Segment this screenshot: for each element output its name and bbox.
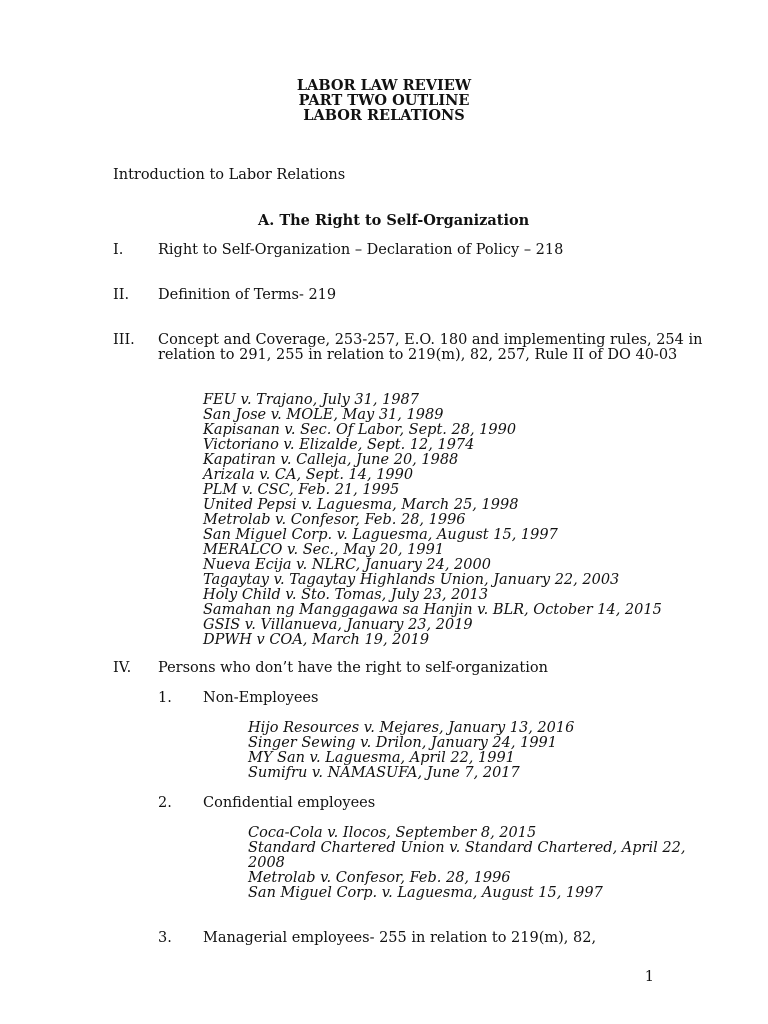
case-citation: PLM v. CSC, Feb. 21, 1995 xyxy=(203,482,400,498)
sub-item-number-1: 1. xyxy=(158,690,172,706)
item-number-iii: III. xyxy=(113,332,135,348)
case-citation: San Miguel Corp. v. Laguesma, August 15, 1997 xyxy=(248,885,603,901)
case-citation: Standard Chartered Union v. Standard Chartered, April 22, xyxy=(248,840,686,856)
intro-heading: Introduction to Labor Relations xyxy=(113,167,346,183)
case-citation: Tagaytay v. Tagaytay Highlands Union, January 22, 2003 xyxy=(203,572,620,588)
item-number-i: I. xyxy=(113,242,124,258)
case-citation: San Jose v. MOLE, May 31, 1989 xyxy=(203,407,444,423)
case-citation: Holy Child v. Sto. Tomas, July 23, 2013 xyxy=(203,587,489,603)
section-a-heading: A. The Right to Self-Organization xyxy=(258,212,530,229)
case-citation: Coca-Cola v. Ilocos, September 8, 2015 xyxy=(248,825,537,841)
item-text-iv: Persons who don’t have the right to self-organization xyxy=(158,660,548,676)
item-text-ii: Definition of Terms- 219 xyxy=(158,287,337,303)
case-citation: Nueva Ecija v. NLRC, January 24, 2000 xyxy=(203,557,491,573)
document-title-line-2: PART TWO OUTLINE xyxy=(298,92,470,109)
item-text-i: Right to Self-Organization – Declaration of Policy – 218 xyxy=(158,242,564,258)
sub-item-text-2: Confidential employees xyxy=(203,795,376,811)
case-citation: Victoriano v. Elizalde, Sept. 12, 1974 xyxy=(203,437,475,453)
item-number-ii: II. xyxy=(113,287,130,303)
case-citation: Samahan ng Manggagawa sa Hanjin v. BLR, October 14, 2015 xyxy=(203,602,662,618)
sub-item-text-1: Non-Employees xyxy=(203,690,319,706)
case-citation: Arizala v. CA, Sept. 14, 1990 xyxy=(203,467,414,483)
document-title-line-1: LABOR LAW REVIEW xyxy=(296,77,472,94)
case-citation: GSIS v. Villanueva, January 23, 2019 xyxy=(203,617,473,633)
case-citation: Kapisanan v. Sec. Of Labor, Sept. 28, 1990 xyxy=(203,422,517,438)
page-number: 1 xyxy=(644,969,654,985)
document-title-line-3: LABOR RELATIONS xyxy=(303,107,465,124)
case-citation: Metrolab v. Confesor, Feb. 28, 1996 xyxy=(248,870,511,886)
item-text-iii-line-1: Concept and Coverage, 253-257, E.O. 180 and implementing rules, 254 in xyxy=(158,332,703,348)
case-citation: Sumifru v. NAMASUFA, June 7, 2017 xyxy=(248,765,520,781)
sub-item-text-3: Managerial employees- 255 in relation to 219(m), 82, xyxy=(203,930,597,946)
case-citation: MY San v. Laguesma, April 22, 1991 xyxy=(248,750,515,766)
case-citation: United Pepsi v. Laguesma, March 25, 1998 xyxy=(203,497,519,513)
case-citation: FEU v. Trajano, July 31, 1987 xyxy=(203,392,419,408)
item-text-iii-line-2: relation to 291, 255 in relation to 219(m), 82, 257, Rule II of DO 40-03 xyxy=(158,347,678,363)
case-citation: MERALCO v. Sec., May 20, 1991 xyxy=(203,542,445,558)
case-citation: Singer Sewing v. Drilon, January 24, 1991 xyxy=(248,735,557,751)
case-citation: DPWH v COA, March 19, 2019 xyxy=(203,632,430,648)
case-citation: Kapatiran v. Calleja, June 20, 1988 xyxy=(203,452,459,468)
item-number-iv: IV. xyxy=(113,660,132,676)
sub-item-number-3: 3. xyxy=(158,930,172,946)
case-citation: 2008 xyxy=(248,855,285,871)
case-citation: Hijo Resources v. Mejares, January 13, 2016 xyxy=(248,720,575,736)
sub-item-number-2: 2. xyxy=(158,795,172,811)
case-citation: San Miguel Corp. v. Laguesma, August 15, 1997 xyxy=(203,527,558,543)
case-citation: Metrolab v. Confesor, Feb. 28, 1996 xyxy=(203,512,466,528)
